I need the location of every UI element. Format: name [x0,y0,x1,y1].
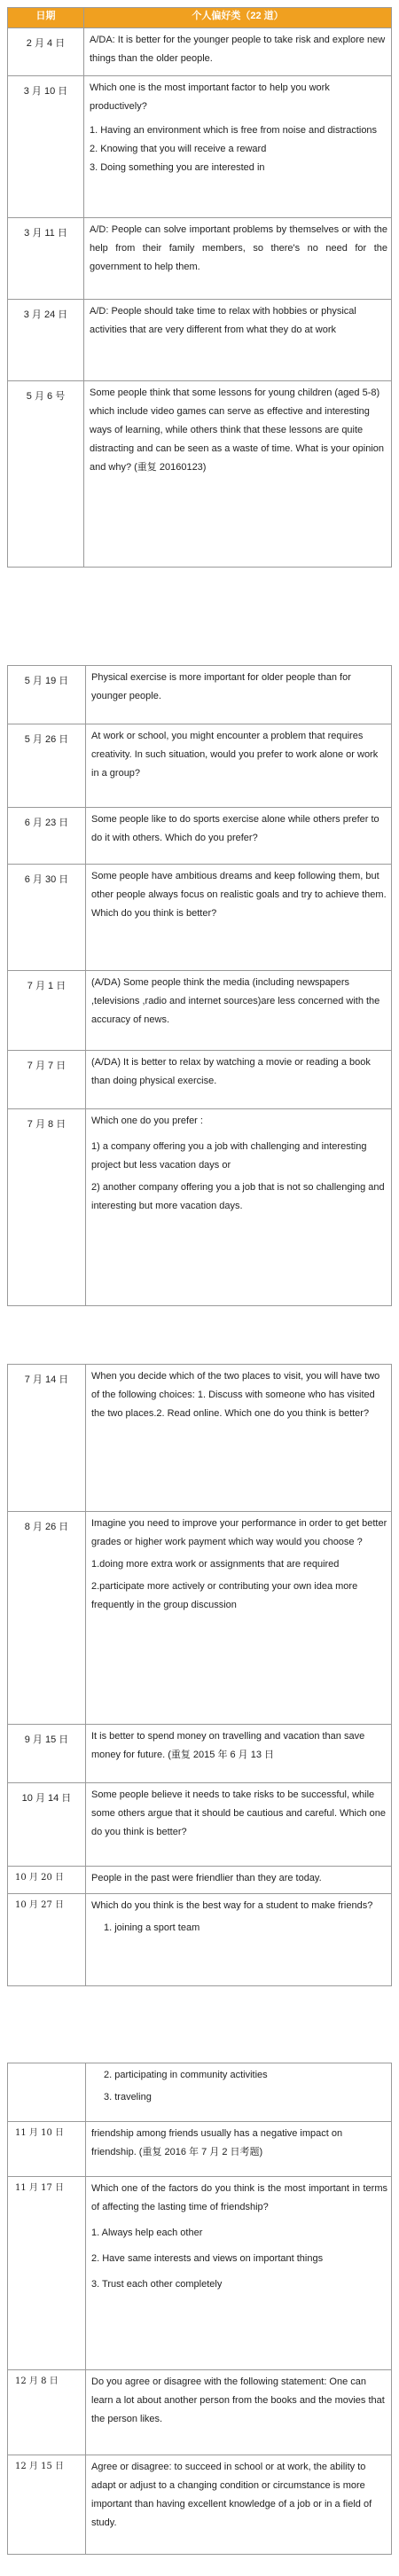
table-row [8,1512,392,1725]
row-topic [86,724,392,808]
table-row [8,28,392,76]
category-column-header: 个人偏好类（22 道） [84,8,392,28]
table-row [8,2177,392,2370]
row-date: 3 月 11 日 [8,218,84,300]
topic-text: (A/DA) It is better to relax by watching a movie or reading a book than doing physical exercise. [91,1057,371,1086]
table-row [8,1894,392,1986]
date-column-header: 日期 [8,8,84,28]
topic-text: Some people like to do sports exercise alone while others prefer to do it with others. Which do you prefer? [91,814,379,843]
topic-text: Which one is the most important factor to help you work productively? [90,82,330,112]
row-topic [86,1365,392,1512]
table-row [8,724,392,808]
row-topic [84,28,392,76]
table-row [8,666,392,724]
row-topic [84,381,392,568]
row-topic [86,1512,392,1725]
row-date: 7 月 7 日 [8,1051,86,1109]
table-row [8,865,392,971]
row-date: 12 月 15 日 [8,2455,86,2555]
row-topic [86,2455,392,2555]
topic-option: 3. Doing something you are interested in [90,162,265,173]
row-date: 11 月 17 日 [8,2177,86,2370]
row-topic [86,2177,392,2370]
topic-option: 3. traveling [104,2092,152,2102]
row-date: 5 月 19 日 [8,666,86,724]
topic-text: At work or school, you might encounter a problem that requires creativity. In such situation, would you prefer to work alone or work in a group? [91,731,379,779]
row-date: 6 月 23 日 [8,808,86,865]
topic-text: Which one do you prefer : [91,1116,203,1126]
row-topic [86,2370,392,2455]
row-topic [86,1725,392,1783]
topic-text: A/D: People should take time to relax with hobbies or physical activities that are very different from what they do at work [90,306,356,335]
row-topic [86,808,392,865]
topic-text: Some people believe it needs to take risks to be successful, while some others argue that it should be cautious and careful. Which one do you think is better? [91,1789,387,1837]
row-date: 10 月 20 日 [8,1867,86,1894]
row-topic [86,1867,392,1894]
row-date: 5 月 6 号 [8,381,84,568]
row-topic [86,1109,392,1306]
row-date: 7 月 14 日 [8,1365,86,1512]
row-date: 3 月 10 日 [8,76,84,218]
table-row [8,1109,392,1306]
table-row [8,2370,392,2455]
topic-text: A/DA: It is better for the younger people to take risk and explore new things than the older people. [90,35,386,64]
table-header-row [8,8,392,28]
row-date: 12 月 8 日 [8,2370,86,2455]
table-row [8,381,392,568]
row-date: 10 月 27 日 [8,1894,86,1986]
topic-text: People in the past were friendlier than they are today. [91,1873,322,1883]
table-row [8,218,392,300]
topic-text: Some people have ambitious dreams and keep following them, but other people always focus on realistic goals and try to achieve them. Which do you think is better? [91,871,387,919]
topic-text: Agree or disagree: to succeed in school or at work, the ability to adapt or adjust to a changing condition or circumstance is more important than having excellent knowledge of a job or in a field of study. [91,2462,372,2528]
topic-option: 1. joining a sport team [104,1922,200,1933]
topic-text: (A/DA) Some people think the media (including newspapers ,televisions ,radio and internet sources)are less concerned with the accuracy of news. [91,977,380,1025]
topics-table-1 [7,7,392,568]
topic-option: 2.participate more actively or contributing your own idea more frequently in the group discussion [91,1581,358,1610]
row-topic [86,971,392,1051]
row-date: 11 月 10 日 [8,2122,86,2177]
table-row [8,300,392,381]
topics-table-3 [7,1364,392,1986]
topic-text: Imagine you need to improve your performance in order to get better grades or higher work payment which way would you choose ? [91,1518,387,1547]
table-row [8,808,392,865]
row-date [8,2063,86,2122]
row-date: 2 月 4 日 [8,28,84,76]
table-row [8,2455,392,2555]
topic-text: Which one of the factors do you think is the most important in terms of affecting the lasting time of friendship? [91,2183,387,2212]
topic-option: 2. participating in community activities [104,2070,268,2080]
row-date: 3 月 24 日 [8,300,84,381]
table-row [8,1725,392,1783]
topic-text: A/D: People can solve important problems by themselves or with the help from their family members, so there's no need for the government to help them. [90,224,387,272]
row-topic [86,1051,392,1109]
topic-option: 2. Knowing that you will receive a reward [90,144,267,154]
table-row [8,1783,392,1867]
row-topic [86,865,392,971]
topic-text: Physical exercise is more important for older people than for younger people. [91,672,351,701]
row-topic [84,218,392,300]
row-date: 10 月 14 日 [8,1783,86,1867]
topic-text: Some people think that some lessons for young children (aged 5-8) which include video games can serve as effective and interesting ways of learning, while others think that these lessons are quite distracting and can be seen as a waste of time. What is your opinion and why? (重复 20160123) [90,388,385,473]
topic-option: 1) a company offering you a job with challenging and interesting project but less vacation days or [91,1141,367,1171]
topic-option: 1. Having an environment which is free from noise and distractions [90,125,378,136]
table-row [8,971,392,1051]
topics-table-4 [7,2063,392,2555]
table-row [8,1365,392,1512]
topics-table-2 [7,665,392,1306]
row-topic [86,2122,392,2177]
row-date: 5 月 26 日 [8,724,86,808]
row-date: 7 月 8 日 [8,1109,86,1306]
topic-text: Do you agree or disagree with the following statement: One can learn a lot about another person from the books and the movies that the person likes. [91,2376,385,2424]
row-topic [86,1783,392,1867]
topic-option: 2) another company offering you a job that is not so challenging and interesting but more vacation days. [91,1182,385,1211]
row-topic [86,1894,392,1986]
row-date: 9 月 15 日 [8,1725,86,1783]
table-row [8,1867,392,1894]
topic-option: 3. Trust each other completely [91,2279,223,2290]
table-row [8,1051,392,1109]
table-row [8,76,392,218]
row-date: 7 月 1 日 [8,971,86,1051]
topic-option: 2. Have same interests and views on important things [91,2253,324,2264]
row-date: 8 月 26 日 [8,1512,86,1725]
table-row [8,2063,392,2122]
topic-text: friendship among friends usually has a negative impact on friendship. (重复 2016 年 7 月 2 日考题) [91,2128,343,2157]
topic-option: 1.doing more extra work or assignments that are required [91,1559,340,1570]
row-topic [84,300,392,381]
table-row [8,2122,392,2177]
topic-text: When you decide which of the two places to visit, you will have two of the following choices: 1. Discuss with someone who has visited the two places.2. Read online. Which one do you think is better? [91,1371,380,1419]
topic-text: It is better to spend money on travelling and vacation than save money for future. (重复 2015 年 6 月 13 日 [91,1731,365,1760]
topic-text: Which do you think is the best way for a student to make friends? [91,1900,373,1911]
row-topic [86,666,392,724]
row-topic [86,2063,392,2122]
row-date: 6 月 30 日 [8,865,86,971]
row-topic [84,76,392,218]
topic-option: 1. Always help each other [91,2228,203,2238]
